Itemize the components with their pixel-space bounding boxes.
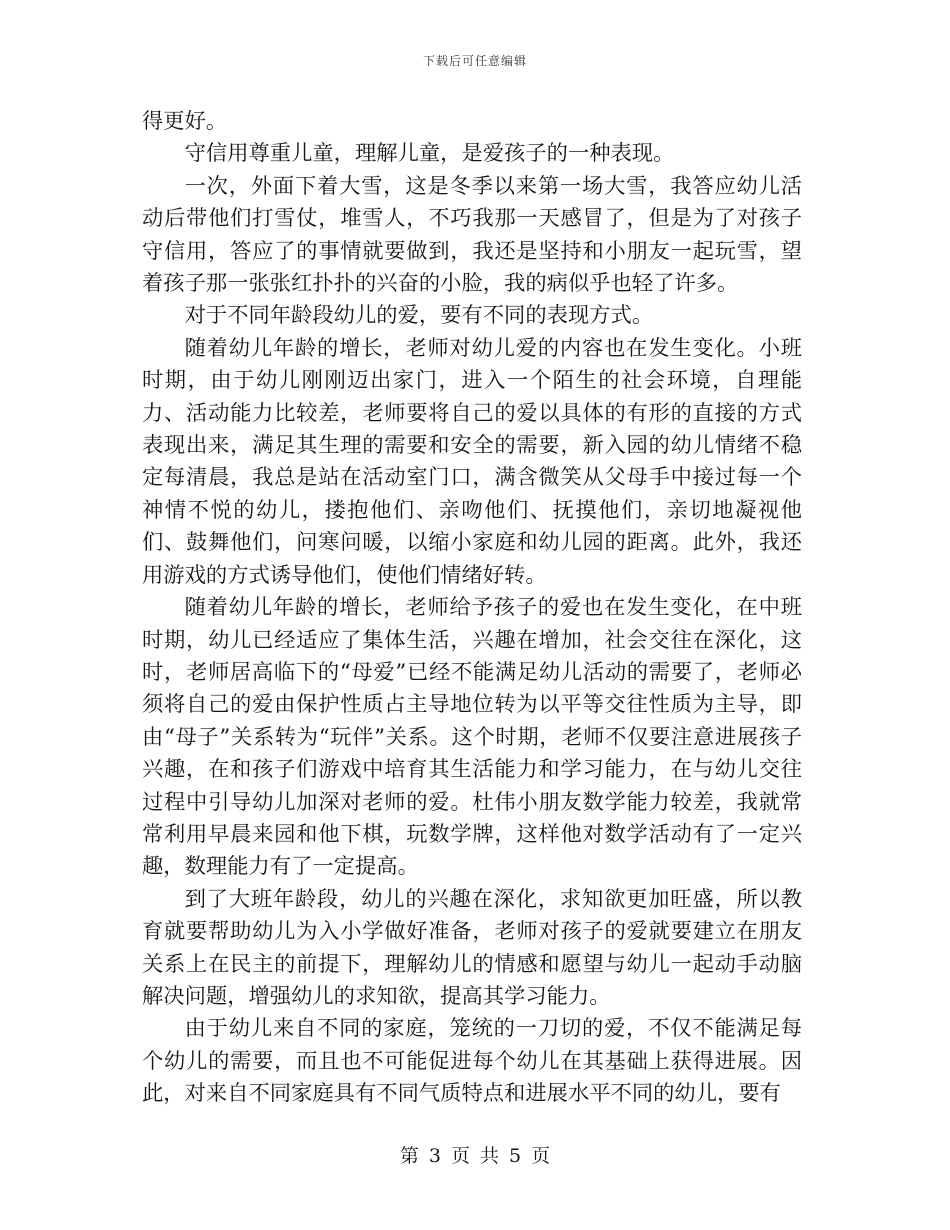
page-number-footer: 第 3 页 共 5 页: [399, 1145, 551, 1167]
paragraph-continuation: 得更好。: [142, 109, 228, 134]
page-header: 下载后可任意编辑: [422, 54, 527, 68]
paragraph-small-class: 随着幼儿年龄的增长，老师对幼儿爱的内容也在发生变化。小班时期，由于幼儿刚刚迈出家门，进入一个陌生的社会环境，自理能力、活动能力比较差，老师要将自己的爱以具体的有形的直接的方式表现出来，满足其生理的需要和安全的需要，新入园的幼儿情绪不稳定每清晨，我总是站在活动室门口，满含微笑从父母手中接过每一个神情不悦的幼儿，搂抱他们、亲吻他们、抚摸他们，亲切地凝视他们、鼓舞他们，问寒问暖，以缩小家庭和幼儿园的距离。此外，我还用游戏的方式诱导他们，使他们情绪好转。: [142, 335, 802, 588]
paragraph-different-families: 由于幼儿来自不同的家庭，笼统的一刀切的爱，不仅不能满足每个幼儿的需要，而且也不可能促进每个幼儿在其基础上获得进展。因此，对来自不同家庭具有不同气质特点和进展水平不同的幼儿，要有: [142, 1016, 802, 1107]
paragraph-keep-promise: 守信用尊重儿童，理解儿童，是爱孩子的一种表现。: [184, 141, 675, 167]
paragraph-middle-class: 随着幼儿年龄的增长，老师给予孩子的爱也在发生变化，在中班时期，幼儿已经适应了集体生活，兴趣在增加，社会交往在深化，这时，老师居高临下的“母爱”已经不能满足幼儿活动的需要了，老师必须将自己的爱由保护性质占主导地位转为以平等交往性质为主导，即由“母子”关系转为“玩伴”关系。这个时期，老师不仅要注意进展孩子兴趣，在和孩子们游戏中培育其生活能力和学习能力，在与幼儿交往过程中引导幼儿加深对老师的爱。杜伟小朋友数学能力较差，我就常常利用早晨来园和他下棋，玩数学牌，这样他对数学活动有了一定兴趣，数理能力有了一定提高。: [142, 595, 802, 880]
paragraph-age-stages: 对于不同年龄段幼儿的爱，要有不同的表现方式。: [184, 303, 654, 329]
paragraph-snow-day: 一次，外面下着大雪，这是冬季以来第一场大雪，我答应幼儿活动后带他们打雪仗，堆雪人，不巧我那一天感冒了，但是为了对孩子守信用，答应了的事情就要做到，我还是坚持和小朋友一起玩雪，望着孩子那一张张红扑扑的兴奋的小脸，我的病似乎也轻了许多。: [142, 173, 802, 297]
paragraph-large-class: 到了大班年龄段，幼儿的兴趣在深化，求知欲更加旺盛，所以教育就要帮助幼儿为入小学做好准备，老师对孩子的爱就要建立在朋友关系上在民主的前提下，理解幼儿的情感和愿望与幼儿一起动手动脑解决问题，增强幼儿的求知欲，提高其学习能力。: [142, 886, 802, 1009]
document-body: [142, 106, 802, 1111]
